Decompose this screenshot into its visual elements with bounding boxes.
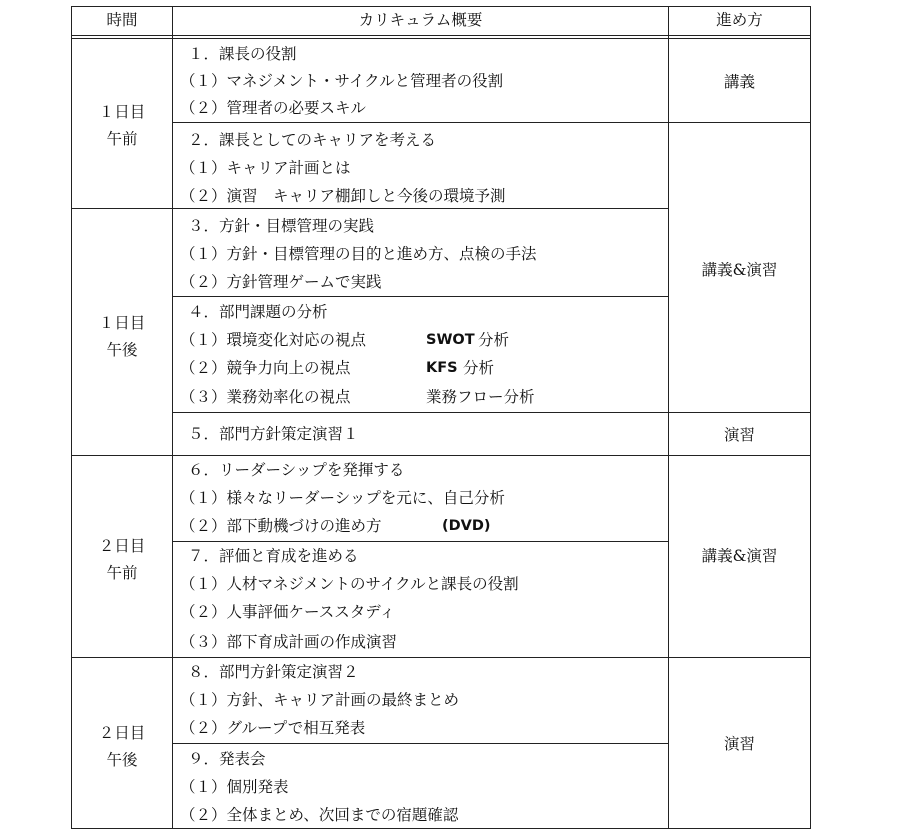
header-method: 進め方	[716, 11, 763, 29]
slot-1-day: １日目	[98, 103, 146, 121]
section-7-item-3: （３）部下育成計画の作成演習	[180, 633, 398, 651]
section-divider-5	[172, 455, 810, 456]
slot-2-day: １日目	[98, 314, 146, 332]
section-6-item-2-label: （２）部下動機づけの進め方	[180, 517, 382, 535]
section-4-item-3-suffix: 業務フロー分析	[426, 388, 535, 406]
slot-divider-1	[71, 208, 173, 209]
section-8-title: ８．部門方針策定演習２	[188, 663, 359, 681]
section-7-item-2: （２）人事評価ケーススタディ	[180, 603, 395, 621]
section-6-item-2-tag: (DVD)	[442, 518, 491, 534]
section-3-title: ３．方針・目標管理の実践	[188, 217, 375, 235]
method-divider-1	[668, 122, 810, 123]
slot-3-period: 午前	[106, 564, 138, 582]
section-4-item-2-tag: KFS	[426, 360, 458, 376]
method-3: 演習	[723, 426, 755, 444]
method-4: 講義&演習	[701, 547, 778, 565]
section-2-item-1: （１）キャリア計画とは	[180, 159, 351, 177]
section-3-item-1: （１）方針・目標管理の目的と進め方、点検の手法	[180, 245, 537, 263]
section-9-item-1: （１）個別発表	[180, 778, 289, 796]
section-7-title: ７．評価と育成を進める	[188, 547, 359, 565]
section-7-item-1: （１）人材マネジメントのサイクルと課長の役割	[180, 575, 519, 593]
section-4-title: ４．部門課題の分析	[188, 303, 328, 321]
slot-3-day: ２日目	[98, 537, 146, 555]
section-4-item-3-label: （３）業務効率化の視点	[180, 388, 351, 406]
section-4-item-1-label: （１）環境変化対応の視点	[180, 331, 367, 349]
slot-divider-3	[71, 657, 173, 658]
section-divider-4	[172, 412, 810, 413]
table-border-top	[71, 6, 811, 7]
section-3-item-2: （２）方針管理ゲームで実践	[180, 273, 382, 291]
method-1: 講義	[723, 73, 755, 91]
section-4-item-1-suffix: 分析	[478, 331, 510, 349]
section-6-title: ６．リーダーシップを発揮する	[188, 461, 405, 479]
header-divider	[71, 35, 811, 36]
column-divider-2	[668, 6, 669, 829]
section-divider-3	[172, 296, 669, 297]
header-summary: カリキュラム概要	[358, 11, 483, 29]
slot-4-day: ２日目	[98, 724, 146, 742]
column-divider-1	[172, 6, 173, 829]
table-border-right	[810, 6, 811, 829]
section-divider-7	[172, 657, 810, 658]
slot-1-period: 午前	[106, 130, 138, 148]
section-8-item-1: （１）方針、キャリア計画の最終まとめ	[180, 691, 460, 709]
table-border-bottom	[71, 828, 811, 829]
slot-4-period: 午後	[106, 751, 138, 769]
method-5: 演習	[723, 735, 755, 753]
section-2-title: ２．課長としてのキャリアを考える	[188, 131, 437, 149]
section-9-item-2: （２）全体まとめ、次回までの宿題確認	[180, 806, 459, 824]
section-2-item-2: （２）演習 キャリア棚卸しと今後の環境予測	[180, 187, 506, 205]
section-1-item-1: （１）マネジメント・サイクルと管理者の役割	[180, 72, 504, 90]
header-time: 時間	[106, 11, 138, 29]
section-divider-1	[172, 122, 669, 123]
section-divider-2	[172, 208, 669, 209]
section-5-title: ５．部門方針策定演習１	[188, 425, 359, 443]
section-4-item-1-tag: SWOT	[426, 332, 475, 348]
section-1-item-2: （２）管理者の必要スキル	[180, 99, 366, 117]
method-2: 講義&演習	[701, 261, 778, 279]
section-4-item-2-label: （２）競争力向上の視点	[180, 359, 351, 377]
section-6-item-1: （１）様々なリーダーシップを元に、自己分析	[180, 489, 505, 507]
header-divider-double	[71, 38, 811, 39]
section-4-item-2-suffix: 分析	[463, 359, 495, 377]
section-9-title: ９．発表会	[188, 750, 266, 768]
section-divider-8	[172, 743, 669, 744]
section-1-title: １．課長の役割	[188, 45, 297, 63]
slot-divider-2	[71, 455, 173, 456]
section-divider-6	[172, 541, 669, 542]
section-8-item-2: （２）グループで相互発表	[180, 719, 366, 737]
slot-2-period: 午後	[106, 341, 138, 359]
